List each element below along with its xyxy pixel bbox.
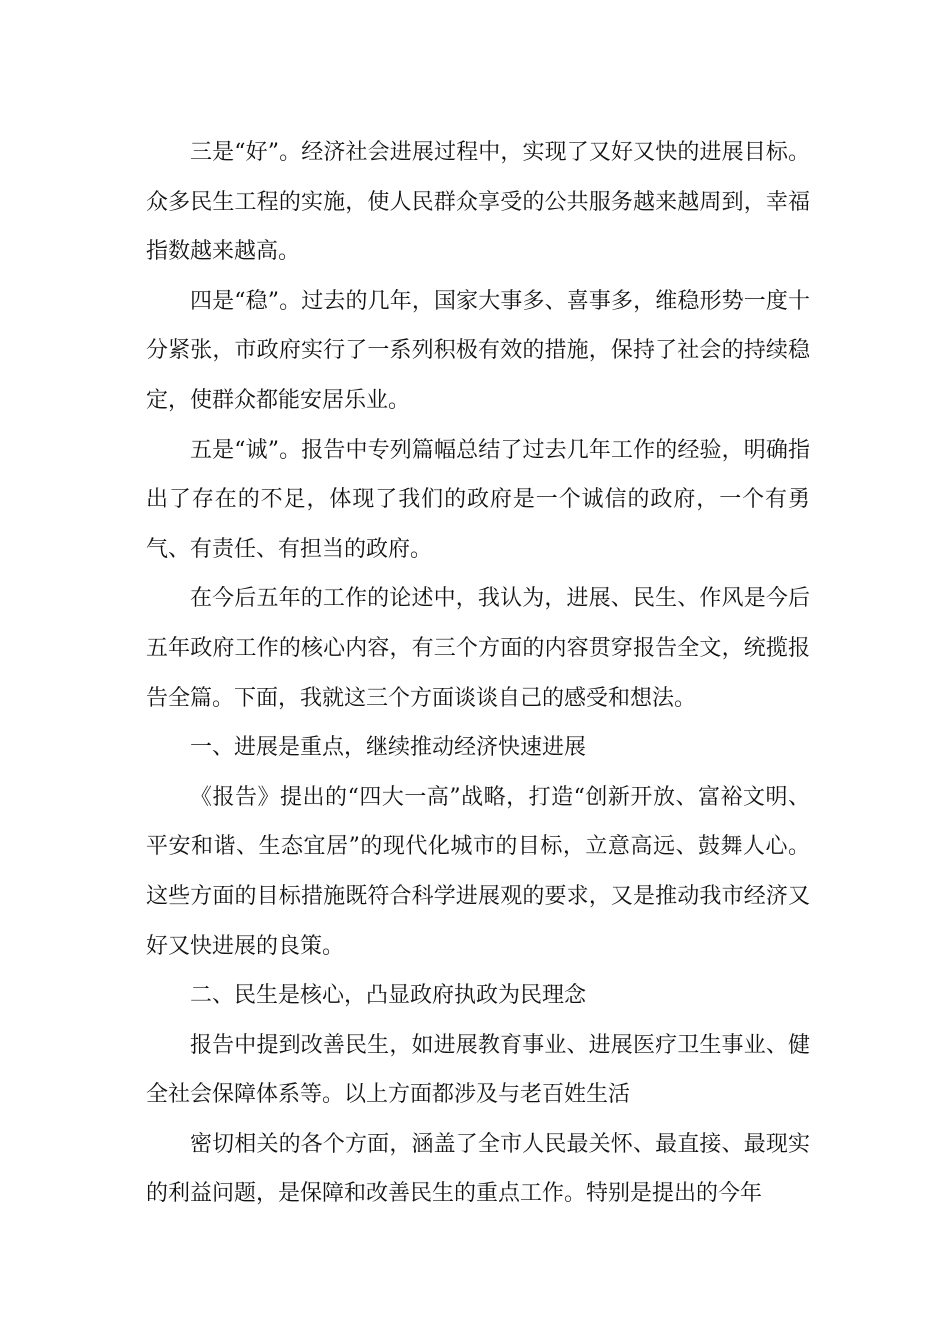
paragraph-honest: 五是“诚”。报告中专列篇幅总结了过去几年工作的经验，明确指出了存在的不足，体现了我们的政府是一个诚信的政府，一个有勇气、有责任、有担当的政府。 [146,437,810,562]
paragraph-good: 三是“好”。经济社会进展过程中，实现了又好又快的进展目标。众多民生工程的实施，使人民群众享受的公共服务越来越周到，幸福指数越来越高。 [146,140,810,265]
paragraph-five-year-work: 在今后五年的工作的论述中，我认为，进展、民生、作风是今后五年政府工作的核心内容，有三个方面的内容贯穿报告全文，统揽报告全篇。下面，我就这三个方面谈谈自己的感受和想法。 [146,586,810,711]
paragraph-improve-livelihood: 报告中提到改善民生，如进展教育事业、进展医疗卫生事业、健全社会保障体系等。以上方面都涉及与老百姓生活 [146,1032,810,1108]
document-body [146,128,810,1219]
paragraph-report-strategy: 《报告》提出的“四大一高”战略，打造“创新开放、富裕文明、平安和谐、生态宜居”的现代化城市的目标，立意高远、鼓舞人心。这些方面的目标措施既符合科学进展观的要求，又是推动我市经济又好又快进展的良策。 [146,784,810,959]
heading-livelihood: 二、民生是核心，凸显政府执政为民理念 [190,983,587,1009]
paragraph-stable: 四是“稳”。过去的几年，国家大事多、喜事多，维稳形势一度十分紧张，市政府实行了一系列积极有效的措施，保持了社会的持续稳定，使群众都能安居乐业。 [146,288,810,413]
paragraph-closely-related: 密切相关的各个方面，涵盖了全市人民最关怀、最直接、最现实的利益问题，是保障和改善民生的重点工作。特别是提出的今年 [146,1131,810,1207]
heading-development: 一、进展是重点，继续推动经济快速进展 [190,735,587,761]
